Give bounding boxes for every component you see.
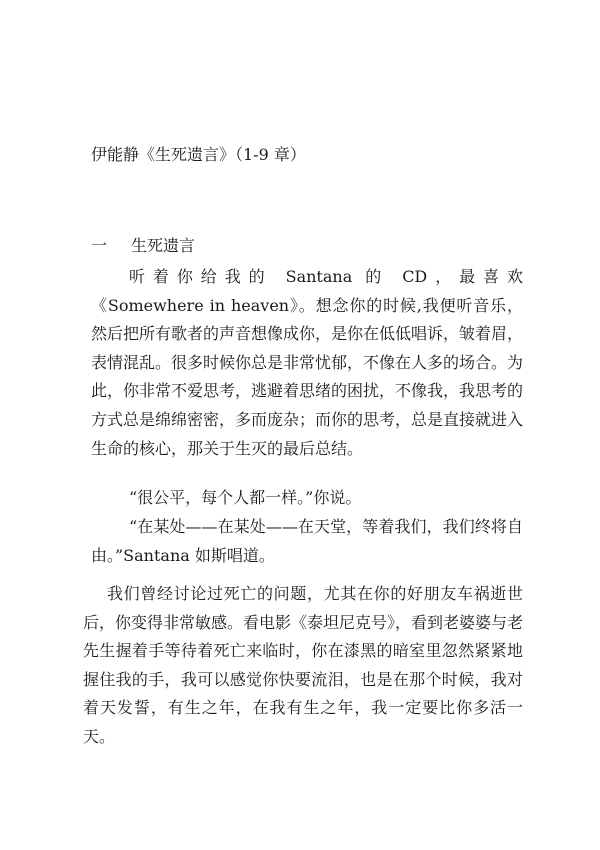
paragraph-2: “很公平，每个人都一样。”你说。 <box>129 488 362 507</box>
chapter-heading <box>91 234 195 258</box>
document-title: 伊能静《生死遗言》（1-9 章） <box>91 145 306 164</box>
paragraph-3: “在某处——在某处——在天堂，等着我们，我们终将自由。”Santana 如斯唱道。 <box>91 517 523 565</box>
chapter-number: 一 <box>91 236 108 255</box>
paragraph-1: 听着你给我的 Santana 的 CD，最喜欢《Somewhere in heaven》。想念你的时候,我便听音乐，然后把所有歌者的声音想像成你，是你在低低唱诉，皱着眉，表情混乱。很多时候你总是非常忧郁，不像在人多的场合。为此，你非常不爱思考，逃避着思绪的困扰，不像我，我思考的方式总是绵绵密密，多而庞杂；而你的思考，总是直接就进入生命的核心，那关于生灭的最后总结。 <box>91 267 524 458</box>
chapter-title: 生死遗言 <box>131 236 196 255</box>
paragraph-4: 我们曾经讨论过死亡的问题，尤其在你的好朋友车祸逝世后，你变得非常敏感。看电影《泰坦尼克号》，看到老婆婆与老先生握着手等待着死亡来临时，你在漆黑的暗室里忽然紧紧地握住我的手，我可以感觉你快要流泪，也是在那个时候，我对着天发誓，有生之年，在我有生之年，我一定要比你多活一天。 <box>83 584 524 746</box>
